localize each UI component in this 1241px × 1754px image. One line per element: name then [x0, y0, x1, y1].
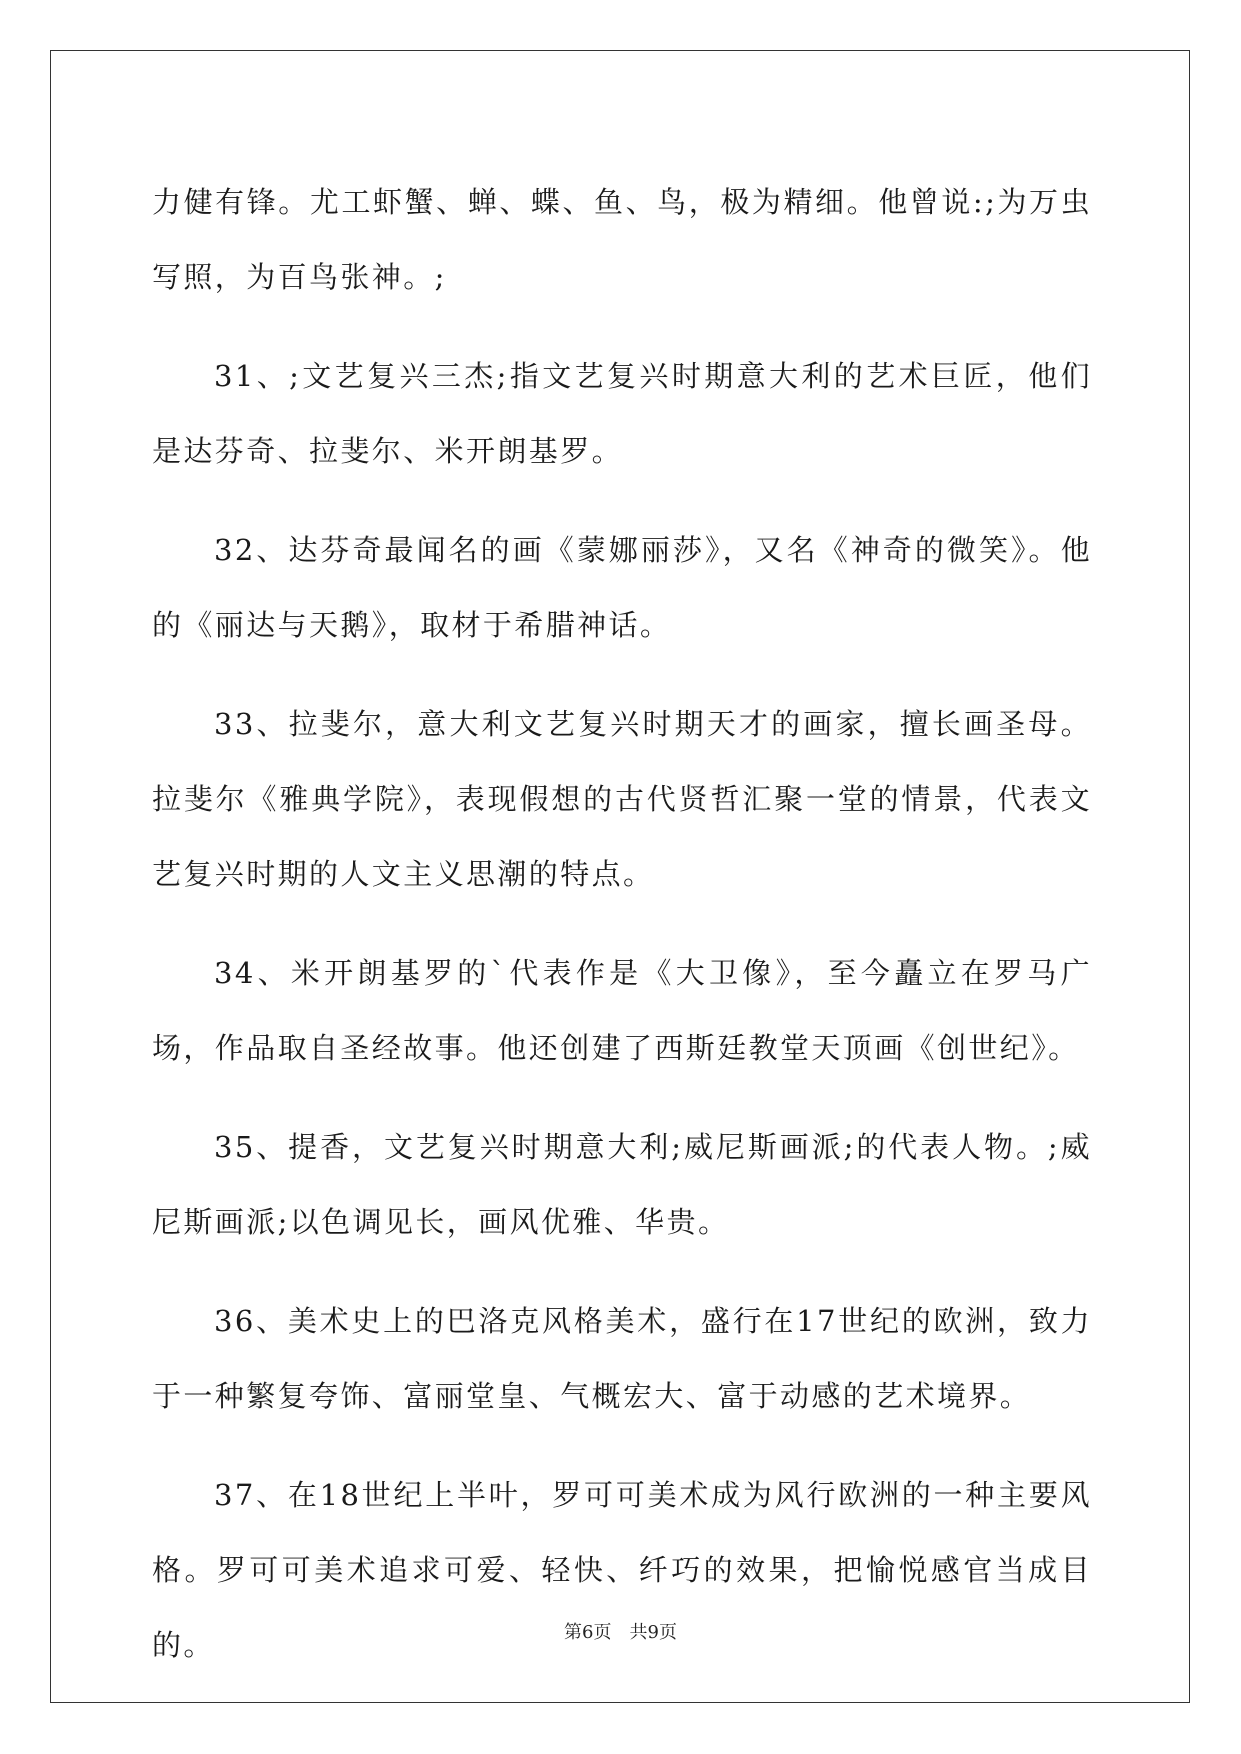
page-footer: [0, 1618, 1241, 1644]
paragraph-continuation: 力健有锋。尤工虾蟹、蝉、蝶、鱼、鸟，极为精细。他曾说:;为万虫写照，为百鸟张神。;: [152, 185, 1092, 294]
paragraph-item-37: 37、在18世纪上半叶，罗可可美术成为风行欧洲的一种主要风格。罗可可美术追求可爱、轻快、纤巧的效果，把愉悦感官当成目的。: [152, 1478, 1092, 1662]
paragraph-item-36: 36、美术史上的巴洛克风格美术，盛行在17世纪的欧洲，致力于一种繁复夸饰、富丽堂皇、气概宏大、富于动感的艺术境界。: [152, 1304, 1092, 1413]
paragraph-item-34: 34、米开朗基罗的`代表作是《大卫像》，至今矗立在罗马广场，作品取自圣经故事。他还创建了西斯廷教堂天顶画《创世纪》。: [152, 956, 1092, 1065]
paragraph-item-35: 35、提香，文艺复兴时期意大利;威尼斯画派;的代表人物。;威尼斯画派;以色调见长，画风优雅、华贵。: [152, 1130, 1092, 1239]
paragraph-item-31: 31、;文艺复兴三杰;指文艺复兴时期意大利的艺术巨匠，他们是达芬奇、拉斐尔、米开朗基罗。: [152, 359, 1092, 468]
paragraph-item-33: 33、拉斐尔，意大利文艺复兴时期天才的画家，擅长画圣母。拉斐尔《雅典学院》，表现假想的古代贤哲汇聚一堂的情景，代表文艺复兴时期的人文主义思潮的特点。: [152, 707, 1092, 891]
document-body: [152, 165, 1092, 1707]
page-number: 第6页: [564, 1622, 612, 1643]
paragraph-item-32: 32、达芬奇最闻名的画《蒙娜丽莎》，又名《神奇的微笑》。他的《丽达与天鹅》，取材于希腊神话。: [152, 533, 1092, 642]
page-total: 共9页: [629, 1622, 677, 1643]
